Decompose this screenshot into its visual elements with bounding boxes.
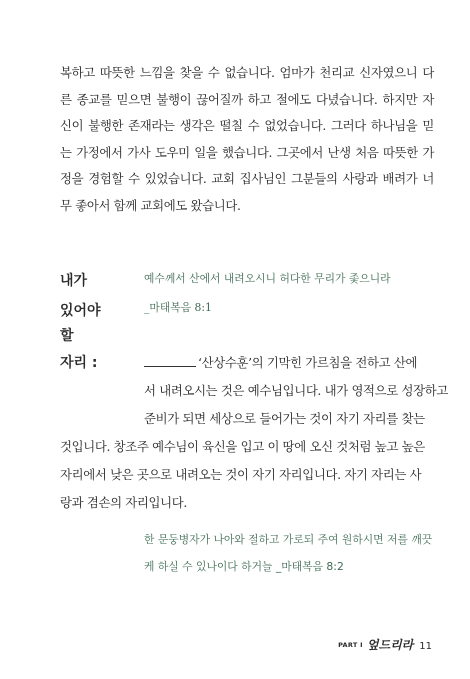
text-line: 른 종교를 믿으면 불행이 끊어질까 하고 절에도 다녔습니다. 하지만 자 (60, 91, 434, 107)
intro-paragraph (60, 60, 434, 219)
part-label: PART I (338, 641, 363, 649)
scripture-quote: 케 하실 수 있나이다 하거늘 _마태복음 8:2 (144, 560, 344, 573)
blank-underline (144, 356, 196, 367)
text-line: 무 좋아서 함께 교회에도 왔습니다. (60, 197, 241, 213)
page-footer (338, 634, 432, 653)
text-line (144, 349, 417, 378)
scripture-quote: 예수께서 산에서 내려오시니 허다한 무리가 좇으니라 (144, 272, 391, 285)
scripture-reference: _마태복음 8:1 (144, 301, 212, 314)
text-line: 복하고 따뜻한 느낌을 찾을 수 없습니다. 엄마가 천리교 신자였으니 다 (60, 65, 434, 80)
text-line: 랑과 겸손의 자리입니다. (60, 495, 187, 510)
text-line: 서 내려오시는 것은 예수님입니다. 내가 영적으로 성장하고 (144, 383, 448, 398)
section-heading-line: 내가 (60, 273, 88, 289)
text-line: 것입니다. 창조주 예수님이 육신을 입고 이 땅에 오신 것처럼 높고 높은 (60, 439, 425, 454)
page-number: 11 (419, 641, 432, 652)
text-line: 자리에서 낮은 곳으로 내려오는 것이 자기 자리입니다. 자기 자리는 사 (60, 467, 422, 482)
section-heading-line: 할 (60, 328, 74, 344)
text-line-content: ‘산상수훈’의 기막힌 가르침을 전하고 산에 (198, 355, 418, 370)
text-line: 는 가정에서 가사 도우미 일을 했습니다. 그곳에서 난생 처음 따뜻한 가 (60, 144, 434, 160)
scripture-quote: 한 문둥병자가 나아와 절하고 가로되 주여 원하시면 저를 깨끗 (144, 533, 433, 546)
section-heading-line: 자리 : (60, 355, 98, 371)
text-line: 준비가 되면 세상으로 들어가는 것이 자기 자리를 찾는 (144, 411, 425, 426)
section-heading-line: 있어야 (60, 303, 101, 319)
text-line: 정을 경험할 수 있었습니다. 교회 집사님인 그분들의 사랑과 배려가 너 (60, 171, 434, 186)
running-title: 엎드리라 (366, 638, 414, 652)
text-line: 신이 불행한 존재라는 생각은 떨칠 수 없었습니다. 그러다 하나님을 믿 (60, 118, 434, 133)
